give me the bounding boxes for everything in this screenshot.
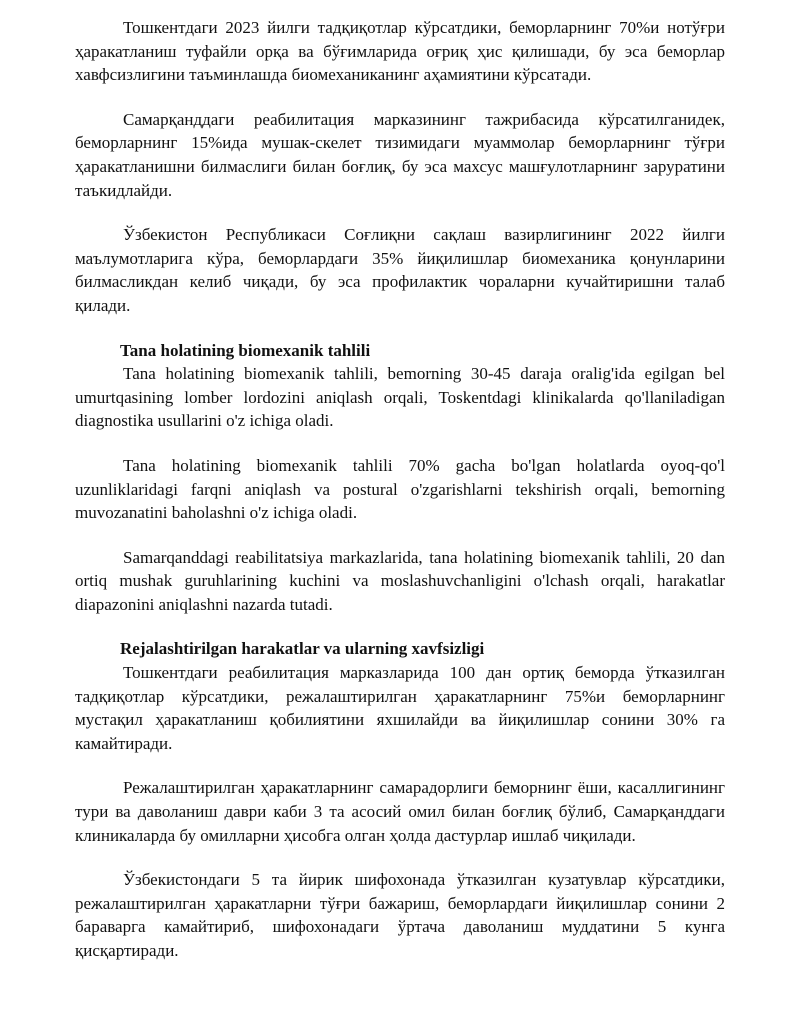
paragraph: Samarqanddagi reabilitatsiya markazlarida, tana holatining biomexanik tahlili, 20 dan ortiq mushak guruhlarining kuchini va moslashuvchanligini o'lchash orqali, harakatlar diapazonini aniqlashni nazarda tutadi.: [75, 547, 725, 614]
paragraph: Самарқанддаги реабилитация марказининг тажрибасида кўрсатилганидек, беморларнинг 15%ида мушак-скелет тизимидаги муаммолар беморларнинг тўғри ҳаракатланишни билмаслиги билан боғлиқ, бу эса махсус машғулотларнинг заруратини таъкидлайди.: [75, 109, 725, 200]
paragraph: Tana holatining biomexanik tahlili, bemorning 30-45 daraja oralig'ida egilgan bel umurtqasining lomber lordozini aniqlash orqali, Toskentdagi klinikalarda qo'llaniladigan diagnostika usullarini o'z ichiga oladi.: [75, 364, 725, 431]
paragraph: Ўзбекистондаги 5 та йирик шифохонада ўтказилган кузатувлар кўрсатдики, режалаштирилган ҳаракатларни тўғри бажариш, беморлардаги йиқилишлар сонини 2 бараварга камайтириб, шифохонадаги ўртача даволаниш муддатини 5 кунга қисқартиради.: [75, 870, 725, 960]
section-heading: Rejalashtirilgan harakatlar va ularning xavfsizligi: [120, 639, 485, 659]
paragraph: Tana holatining biomexanik tahlili 70% gacha bo'lgan holatlarda oyoq-qo'l uzunliklaridagi farqni aniqlash va postural o'zgarishlarni tekshirish orqali, bemorning muvozanatini baholashni o'z ichiga oladi.: [75, 455, 725, 523]
section-heading: Tana holatining biomexanik tahlili: [120, 340, 371, 360]
paragraph: Ўзбекистон Республикаси Соғлиқни сақлаш вазирлигининг 2022 йилги маълумотларига кўра, беморлардаги 35% йиқилишлар биомеханика қонунларини билмасликдан келиб чиқади, бу эса профилактик чораларни кучайтиришни талаб қилади.: [75, 225, 725, 315]
paragraph: Тошкентдаги 2023 йилги тадқиқотлар кўрсатдики, беморларнинг 70%и нотўғри ҳаракатланиш туфайли орқа ва бўғимларида оғриқ ҳис қилишади, бу эса беморлар хавфсизлигини таъминлашда биомеханиканинг аҳамиятини кўрсатади.: [75, 18, 725, 85]
paragraph: Тошкентдаги реабилитация марказларида 100 дан ортиқ беморда ўтказилган тадқиқотлар кўрсатдики, режалаштирилган ҳаракатларнинг 75%и беморларнинг мустақил ҳаракатланиш қобилиятини яхшилайди ва йиқилишлар сонини 30% га камайтиради.: [75, 663, 725, 753]
paragraph: Режалаштирилган ҳаракатларнинг самарадорлиги беморнинг ёши, касаллигининг тури ва даволаниш даври каби 3 та асосий омил билан боғлиқ бўлиб, Самарқанддаги клиникаларда бу омилларни ҳисобга олган ҳолда дастурлар ишлаб чиқилади.: [75, 778, 725, 845]
